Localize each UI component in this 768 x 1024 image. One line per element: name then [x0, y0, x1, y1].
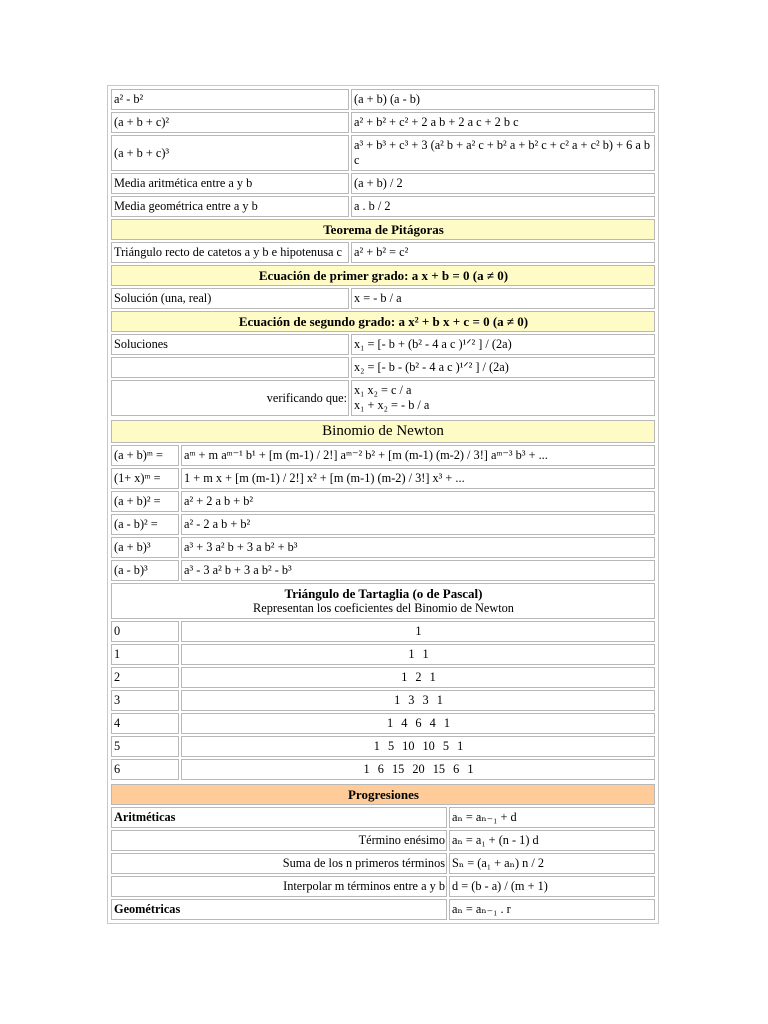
pascal-row-index: 3	[111, 690, 179, 711]
table-row	[111, 334, 655, 355]
section-header-row	[111, 219, 655, 240]
formula-right: a² + b² = c²	[351, 242, 655, 263]
section-header-row	[111, 265, 655, 286]
interpolar-label: Interpolar m términos entre a y b	[111, 876, 447, 897]
formula-left: (a - b)³	[111, 560, 179, 581]
formula-right: (a + b) (a - b)	[351, 89, 655, 110]
pascal-row-index: 2	[111, 667, 179, 688]
formula-right: a³ - 3 a² b + 3 a b² - b³	[181, 560, 655, 581]
suma-label: Suma de los n primeros términos	[111, 853, 447, 874]
formula-right: a³ + 3 a² b + 3 a b² + b³	[181, 537, 655, 558]
table-row	[111, 445, 655, 466]
pascal-coefficients: 1 2 1	[181, 667, 655, 688]
pascal-row-index: 5	[111, 736, 179, 757]
formula-right: aᵐ + m aᵐ⁻¹ b¹ + [m (m-1) / 2!] aᵐ⁻² b² + [m (m-1) (m-2) / 3!] aᵐ⁻³ b³ + ...	[181, 445, 655, 466]
verify-product: x₁ x₂ = c / a	[354, 383, 412, 397]
pascal-coefficients: 1 4 6 4 1	[181, 713, 655, 734]
formula-right: x₁ = [- b + (b² - 4 a c )¹ᐟ² ] / (2a)	[351, 334, 655, 355]
formula-right: x = - b / a	[351, 288, 655, 309]
formula-left: (1+ x)ᵐ =	[111, 468, 179, 489]
formula-left: Soluciones	[111, 334, 349, 355]
table-row	[111, 853, 655, 874]
section-header-row	[111, 420, 655, 443]
pascal-coefficients: 1 1	[181, 644, 655, 665]
table-row	[111, 514, 655, 535]
formula-right: a . b / 2	[351, 196, 655, 217]
formula-left	[111, 357, 349, 378]
table-row	[111, 644, 655, 665]
formula-left: Media aritmética entre a y b	[111, 173, 349, 194]
formula-left: Triángulo recto de catetos a y b e hipotenusa c	[111, 242, 349, 263]
tartaglia-header	[111, 583, 655, 619]
tartaglia-subtitle: Representan los coeficientes del Binomio de Newton	[253, 601, 514, 615]
formula-left: Media geométrica entre a y b	[111, 196, 349, 217]
section-header-row	[111, 784, 655, 805]
progresiones-table	[109, 782, 657, 922]
algebra-table	[109, 87, 657, 418]
verify-sum: x₁ + x₂ = - b / a	[354, 398, 430, 412]
table-row	[111, 876, 655, 897]
table-row	[111, 690, 655, 711]
formula-left: (a + b + c)³	[111, 135, 349, 171]
table-row	[111, 173, 655, 194]
table-row	[111, 667, 655, 688]
formula-left: (a + b)³	[111, 537, 179, 558]
pascal-coefficients: 1 3 3 1	[181, 690, 655, 711]
newton-title: Binomio de Newton	[111, 420, 655, 443]
pascal-row-index: 4	[111, 713, 179, 734]
formula-left: (a + b + c)²	[111, 112, 349, 133]
table-row	[111, 288, 655, 309]
table-row	[111, 89, 655, 110]
table-row	[111, 242, 655, 263]
progresiones-title: Progresiones	[111, 784, 655, 805]
geometricas-label: Geométricas	[111, 899, 447, 920]
table-row	[111, 713, 655, 734]
termino-label: Término enésimo	[111, 830, 447, 851]
formula-left: a² - b²	[111, 89, 349, 110]
table-row	[111, 112, 655, 133]
formula-right: a² + 2 a b + b²	[181, 491, 655, 512]
verify-label: verificando que:	[111, 380, 349, 416]
tartaglia-header-row	[111, 583, 655, 619]
formula-left: (a + b)² =	[111, 491, 179, 512]
formula-sheet	[107, 85, 659, 924]
table-row	[111, 759, 655, 780]
table-row	[111, 491, 655, 512]
formula-right: x₂ = [- b - (b² - 4 a c )¹ᐟ² ] / (2a)	[351, 357, 655, 378]
formula-right: Sₙ = (a₁ + aₙ) n / 2	[449, 853, 655, 874]
aritmeticas-label: Aritméticas	[111, 807, 447, 828]
formula-right: (a + b) / 2	[351, 173, 655, 194]
formula-right: aₙ = a₁ + (n - 1) d	[449, 830, 655, 851]
primer-grado-title: Ecuación de primer grado: a x + b = 0 (a ≠ 0)	[111, 265, 655, 286]
verify-formulas	[351, 380, 655, 416]
tartaglia-title: Triángulo de Tartaglia (o de Pascal)	[284, 586, 483, 601]
formula-right: a³ + b³ + c³ + 3 (a² b + a² c + b² a + b² c + c² a + c² b) + 6 a b c	[351, 135, 655, 171]
formula-right: a² + b² + c² + 2 a b + 2 a c + 2 b c	[351, 112, 655, 133]
pascal-row-index: 6	[111, 759, 179, 780]
formula-left: Solución (una, real)	[111, 288, 349, 309]
table-row	[111, 537, 655, 558]
pascal-coefficients: 1	[181, 621, 655, 642]
pitagoras-title: Teorema de Pitágoras	[111, 219, 655, 240]
table-row	[111, 621, 655, 642]
formula-left: (a + b)ᵐ =	[111, 445, 179, 466]
pascal-row-index: 1	[111, 644, 179, 665]
table-row	[111, 135, 655, 171]
table-row	[111, 380, 655, 416]
table-row	[111, 899, 655, 920]
table-row	[111, 736, 655, 757]
formula-right: d = (b - a) / (m + 1)	[449, 876, 655, 897]
table-row	[111, 560, 655, 581]
formula-right: 1 + m x + [m (m-1) / 2!] x² + [m (m-1) (m-2) / 3!] x³ + ...	[181, 468, 655, 489]
newton-table	[109, 418, 657, 782]
formula-left: (a - b)² =	[111, 514, 179, 535]
formula-right: aₙ = aₙ₋₁ . r	[449, 899, 655, 920]
pascal-row-index: 0	[111, 621, 179, 642]
pascal-coefficients: 1 6 15 20 15 6 1	[181, 759, 655, 780]
table-row	[111, 830, 655, 851]
segundo-grado-title: Ecuación de segundo grado: a x² + b x + c = 0 (a ≠ 0)	[111, 311, 655, 332]
table-row	[111, 357, 655, 378]
formula-right: a² - 2 a b + b²	[181, 514, 655, 535]
pascal-coefficients: 1 5 10 10 5 1	[181, 736, 655, 757]
table-row	[111, 468, 655, 489]
formula-right: aₙ = aₙ₋₁ + d	[449, 807, 655, 828]
table-row	[111, 196, 655, 217]
section-header-row	[111, 311, 655, 332]
table-row	[111, 807, 655, 828]
